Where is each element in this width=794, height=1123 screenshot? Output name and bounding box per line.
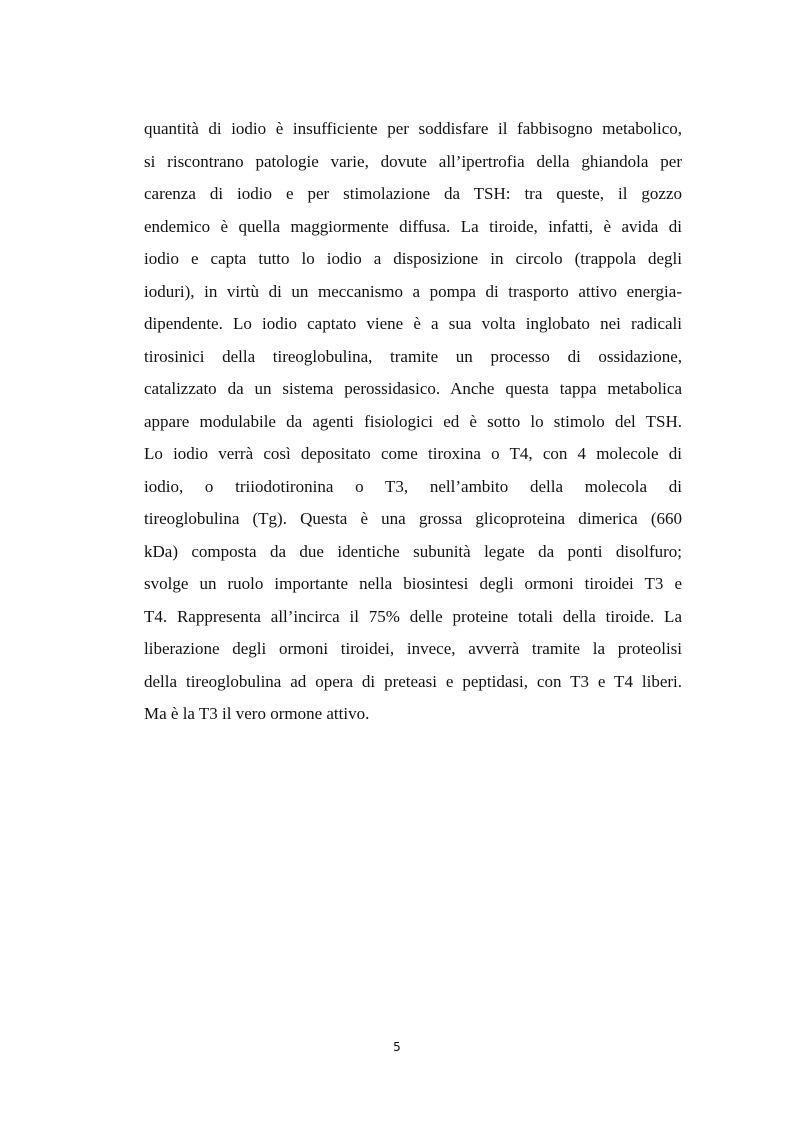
text-line: catalizzato da un sistema perossidasico. Anche questa tappa metabolica <box>144 379 682 398</box>
text-line: dipendente. Lo iodio captato viene è a sua volta inglobato nei radicali <box>144 314 682 333</box>
text-line: della tireoglobulina ad opera di preteasi e peptidasi, con T3 e T4 liberi. <box>144 671 682 691</box>
text-line: kDa) composta da due identiche subunità legate da ponti disolfuro; <box>144 541 682 561</box>
text-line: iodio, o triiodotironina o T3, nell’ambito della molecola di <box>144 476 682 496</box>
text-line: tireoglobulina (Tg). Questa è una grossa glicoproteina dimerica (660 <box>144 509 682 528</box>
text-line: Lo iodio verrà così depositato come tiroxina o T4, con 4 molecole di <box>144 444 682 463</box>
text-line-last: Ma è la T3 il vero ormone attivo. <box>144 704 370 723</box>
text-line: ioduri), in virtù di un meccanismo a pompa di trasporto attivo energia- <box>144 281 682 301</box>
body-paragraph <box>144 113 682 731</box>
text-line: quantità di iodio è insufficiente per soddisfare il fabbisogno metabolico, <box>144 119 682 138</box>
text-line: svolge un ruolo importante nella biosintesi degli ormoni tiroidei T3 e <box>144 574 682 593</box>
text-line: iodio e capta tutto lo iodio a disposizione in circolo (trappola degli <box>144 249 682 268</box>
text-line: tirosinici della tireoglobulina, tramite un processo di ossidazione, <box>144 346 682 366</box>
page-number: 5 <box>393 1040 401 1054</box>
text-line: endemico è quella maggiormente diffusa. La tiroide, infatti, è avida di <box>144 216 682 236</box>
text-line: T4. Rappresenta all’incirca il 75% delle proteine totali della tiroide. La <box>144 606 682 626</box>
text-line: liberazione degli ormoni tiroidei, invece, avverrà tramite la proteolisi <box>144 639 682 658</box>
text-line: appare modulabile da agenti fisiologici ed è sotto lo stimolo del TSH. <box>144 411 682 431</box>
text-line: si riscontrano patologie varie, dovute all’ipertrofia della ghiandola per <box>144 151 682 171</box>
text-line: carenza di iodio e per stimolazione da TSH: tra queste, il gozzo <box>144 184 682 203</box>
